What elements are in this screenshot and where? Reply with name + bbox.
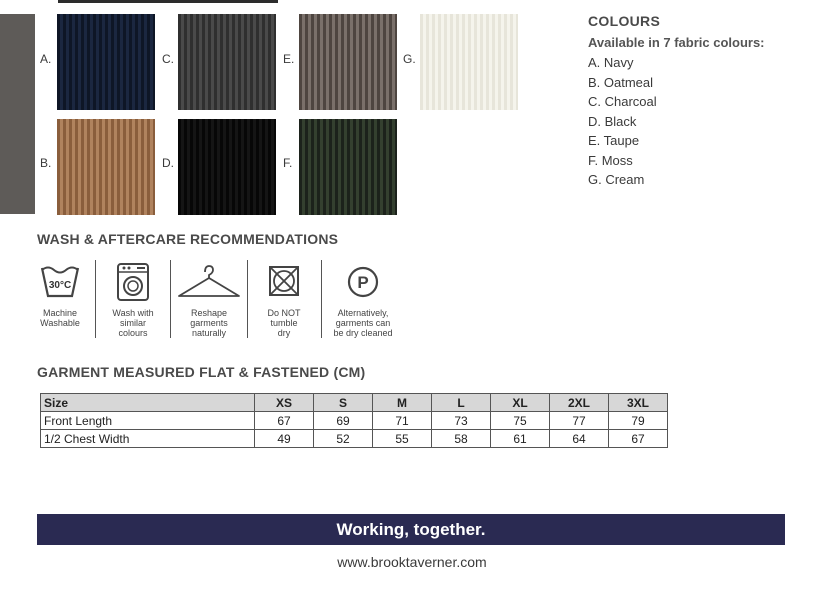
table-cell: 75 xyxy=(491,412,550,430)
care-caption: dry xyxy=(277,328,291,338)
hanger-icon xyxy=(176,262,242,302)
swatch-letter-g: G. xyxy=(403,52,416,66)
top-image-edge xyxy=(58,0,278,3)
care-caption: Do NOT xyxy=(267,308,301,318)
care-divider xyxy=(95,260,96,338)
table-cell: 58 xyxy=(432,430,491,448)
care-caption: colours xyxy=(118,328,148,338)
swatch-black xyxy=(178,119,276,215)
table-header-row xyxy=(41,394,668,412)
care-wash-similar xyxy=(102,258,164,340)
care-machine-washable xyxy=(30,258,90,340)
colour-item: A. Navy xyxy=(588,55,634,70)
side-accent-bar xyxy=(0,14,35,214)
washing-machine-icon xyxy=(116,262,150,302)
care-caption: Washable xyxy=(40,318,80,328)
colour-list xyxy=(588,53,657,190)
swatch-letter-f: F. xyxy=(283,156,293,170)
swatch-letter-a: A. xyxy=(40,52,52,66)
care-caption: Machine xyxy=(42,308,78,318)
swatch-letter-d: D. xyxy=(162,156,174,170)
colour-item: G. Cream xyxy=(588,172,645,187)
colour-item: B. Oatmeal xyxy=(588,74,654,90)
table-row xyxy=(41,430,668,448)
care-dry-clean xyxy=(326,258,400,340)
care-caption: tumble xyxy=(270,318,298,328)
care-caption: similar xyxy=(120,318,146,328)
size-header: 3XL xyxy=(609,394,668,412)
table-cell: 79 xyxy=(609,412,668,430)
dry-clean-letter: P xyxy=(357,273,369,292)
table-cell: 49 xyxy=(255,430,314,448)
care-divider xyxy=(247,260,248,338)
table-cell: 69 xyxy=(314,412,373,430)
dry-clean-p-icon xyxy=(346,262,380,302)
swatch-navy xyxy=(57,14,155,110)
swatch-taupe xyxy=(299,14,397,110)
size-header: L xyxy=(432,394,491,412)
colour-item: C. Charcoal xyxy=(588,94,657,109)
tagline-banner: Working, together. xyxy=(37,514,785,545)
size-header: XS xyxy=(255,394,314,412)
wash-temperature: 30°C xyxy=(48,280,72,291)
size-header: XL xyxy=(491,394,550,412)
row-label: 1/2 Chest Width xyxy=(41,430,255,448)
care-caption: garments xyxy=(190,318,228,328)
colour-item: F. Moss xyxy=(588,152,633,168)
swatch-letter-b: B. xyxy=(40,156,52,170)
colour-item: E. Taupe xyxy=(588,133,640,148)
colours-subheading: Available in 7 fabric colours: xyxy=(588,35,765,50)
swatch-letter-c: C. xyxy=(162,52,174,66)
care-caption: Wash with xyxy=(112,308,154,318)
wash-tub-30-icon xyxy=(39,262,81,302)
swatch-letter-e: E. xyxy=(283,52,295,66)
table-cell: 73 xyxy=(432,412,491,430)
size-header: M xyxy=(373,394,432,412)
table-cell: 61 xyxy=(491,430,550,448)
table-cell: 52 xyxy=(314,430,373,448)
colour-item: D. Black xyxy=(588,113,637,129)
measurements-heading: GARMENT MEASURED FLAT & FASTENED (CM) xyxy=(37,364,366,380)
care-caption: garments can xyxy=(335,318,391,328)
table-cell: 67 xyxy=(609,430,668,448)
care-caption: be dry cleaned xyxy=(333,328,393,338)
table-cell: 64 xyxy=(550,430,609,448)
care-divider xyxy=(170,260,171,338)
row-label: Front Length xyxy=(41,412,255,430)
table-cell: 55 xyxy=(373,430,432,448)
size-header: S xyxy=(314,394,373,412)
size-header: 2XL xyxy=(550,394,609,412)
size-header-label: Size xyxy=(41,394,255,412)
table-cell: 77 xyxy=(550,412,609,430)
colours-heading: COLOURS xyxy=(588,13,661,29)
swatch-moss xyxy=(299,119,397,215)
table-row xyxy=(41,412,668,430)
care-divider xyxy=(321,260,322,338)
care-caption: Alternatively, xyxy=(337,308,389,318)
care-caption: naturally xyxy=(191,328,227,338)
swatch-cream xyxy=(420,14,518,110)
table-cell: 71 xyxy=(373,412,432,430)
table-cell: 67 xyxy=(255,412,314,430)
care-no-tumble xyxy=(254,258,314,340)
swatch-oatmeal xyxy=(57,119,155,215)
size-table xyxy=(40,393,668,448)
care-reshape xyxy=(175,258,243,340)
swatch-charcoal xyxy=(178,14,276,110)
care-caption: Reshape xyxy=(190,308,228,318)
website-link[interactable]: www.brooktaverner.com xyxy=(337,554,487,570)
do-not-tumble-dry-icon xyxy=(267,262,301,302)
wash-heading: WASH & AFTERCARE RECOMMENDATIONS xyxy=(37,231,339,247)
